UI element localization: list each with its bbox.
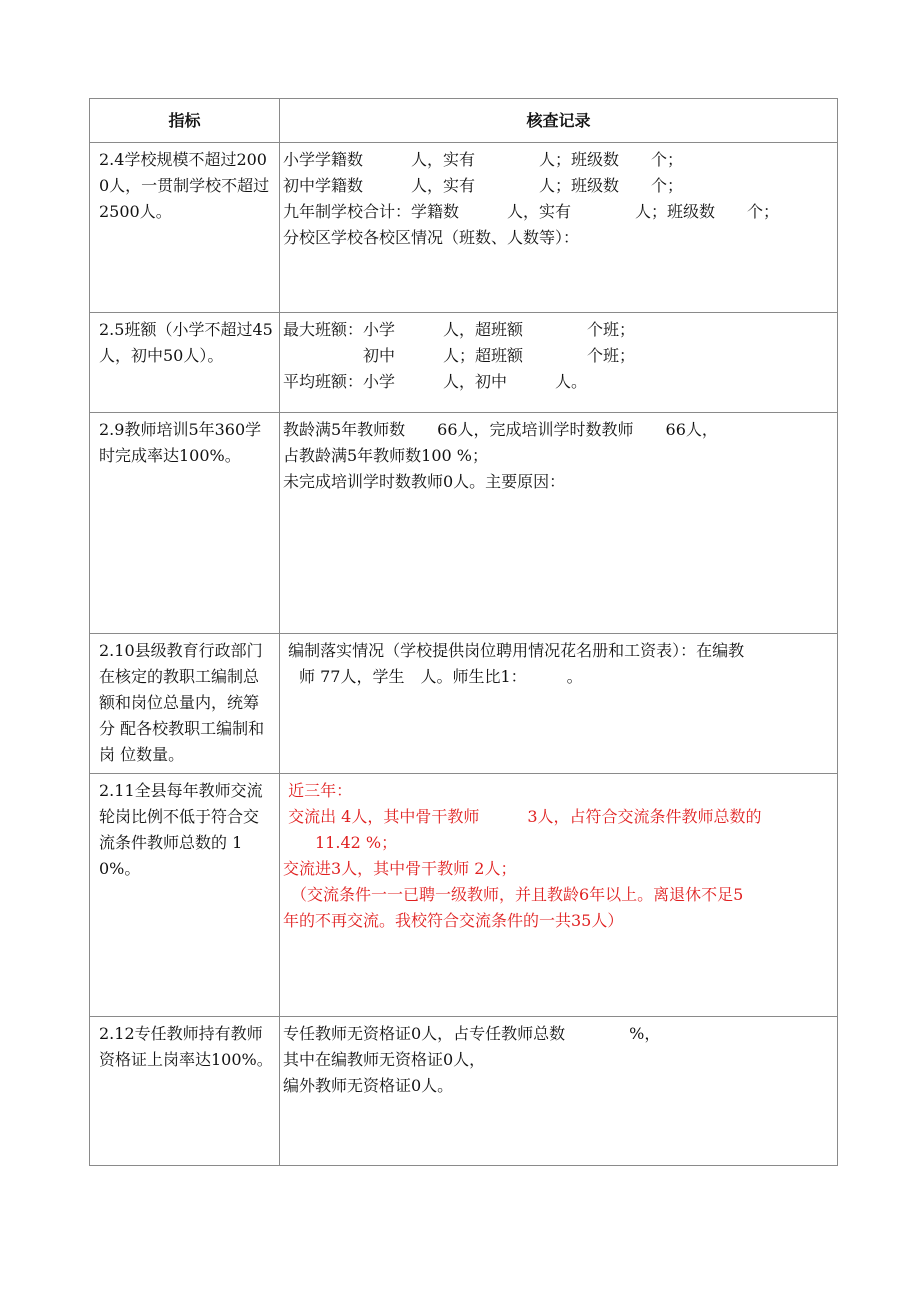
header-indicator: 指标 [90, 99, 280, 143]
indicator-cell: 2.9教师培训5年360学时完成率达100%。 [90, 413, 280, 634]
record-line: 其中在编教师无资格证0人， [283, 1050, 486, 1069]
record-line: 最大班额：小学 人，超班额 个班； [283, 320, 636, 339]
record-line: 九年制学校合计：学籍数 人，实有 人；班级数 个； [283, 202, 780, 221]
indicator-cell: 2.4学校规模不超过2000人，一贯制学校不超过2500人。 [90, 143, 280, 313]
table-row [90, 634, 838, 774]
record-cell [280, 634, 838, 774]
record-line: 近三年： [283, 781, 353, 800]
indicator-cell: 2.5班额（小学不超过45人，初中50人）。 [90, 313, 280, 413]
header-record: 核查记录 [280, 99, 838, 143]
record-line: 初中 人；超班额 个班； [283, 346, 636, 365]
record-line: 未完成培训学时数教师0人。主要原因： [283, 472, 566, 491]
record-line: 初中学籍数 人，实有 人；班级数 个； [283, 176, 684, 195]
table-row [90, 143, 838, 313]
record-line: 教龄满5年教师数 66人，完成培训学时数教师 66人， [283, 420, 718, 439]
verification-table [89, 98, 838, 1166]
table-row [90, 313, 838, 413]
record-cell [280, 1017, 838, 1166]
record-line: （交流条件一一已聘一级教师，并且教龄6年以上。离退休不足5 [283, 885, 744, 904]
record-line: 平均班额：小学 人，初中 人。 [283, 372, 588, 391]
table-row [90, 774, 838, 1017]
record-cell [280, 413, 838, 634]
record-line: 专任教师无资格证0人，占专任教师总数 %， [283, 1024, 661, 1043]
record-line: 交流出 4人，其中骨干教师 3人，占符合交流条件教师总数的 [283, 807, 762, 826]
record-line: 师 77人，学生 人。师生比1： 。 [283, 667, 583, 686]
record-line: 编外教师无资格证0人。 [283, 1076, 454, 1095]
indicator-cell: 2.12专任教师持有教师资格证上岗率达100%。 [90, 1017, 280, 1166]
table-row [90, 1017, 838, 1166]
record-line: 交流进3人，其中骨干教师 2人； [283, 859, 517, 878]
indicator-cell: 2.10县级教育行政部门在核定的教职工编制总额和岗位总量内，统筹分 配各校教职工编制和岗 位数量。 [90, 634, 280, 774]
record-line: 年的不再交流。我校符合交流条件的一共35人） [283, 911, 624, 930]
indicator-cell: 2.11全县每年教师交流轮岗比例不低于符合交流条件教师总数的 10%。 [90, 774, 280, 1017]
record-cell [280, 313, 838, 413]
table-row [90, 413, 838, 634]
record-cell [280, 774, 838, 1017]
record-line: 小学学籍数 人，实有 人；班级数 个； [283, 150, 684, 169]
table-header-row [90, 99, 838, 143]
record-line: 11.42 %； [283, 833, 398, 852]
record-line: 编制落实情况（学校提供岗位聘用情况花名册和工资表）：在编教 [283, 641, 745, 660]
record-cell [280, 143, 838, 313]
record-line: 分校区学校各校区情况（班数、人数等）： [283, 228, 580, 247]
record-line: 占教龄满5年教师数100 %； [283, 446, 489, 465]
